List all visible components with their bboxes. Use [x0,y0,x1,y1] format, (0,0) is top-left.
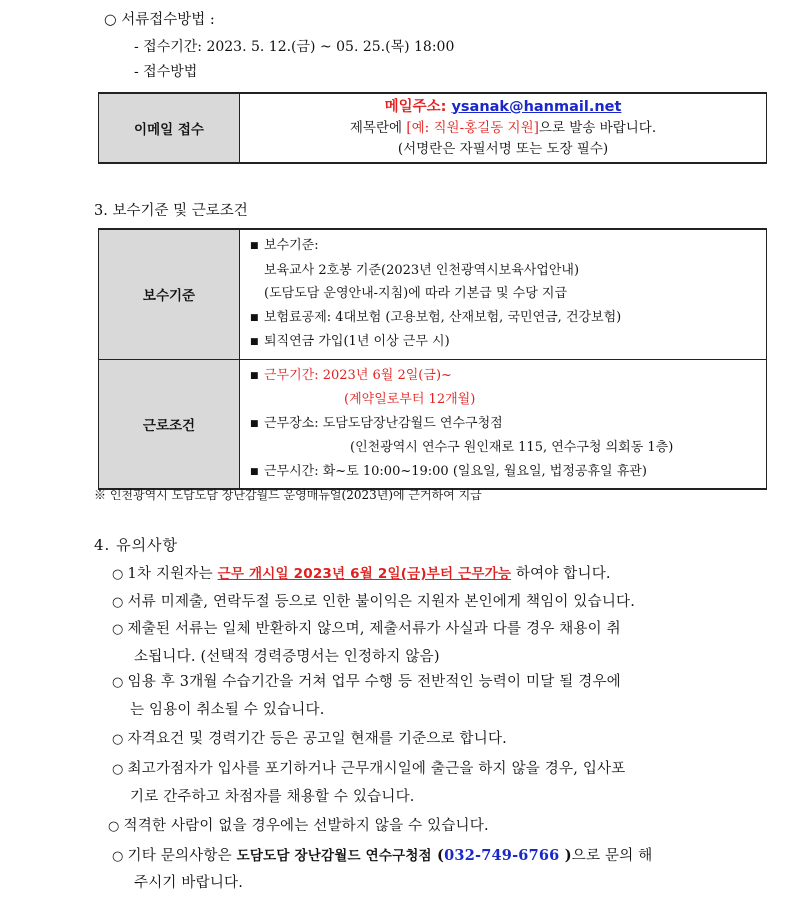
mail-address-link[interactable]: ysanak@hanmail.net [451,98,622,115]
s2-heading-row [104,8,215,29]
notice-item-3-cont: 소됩니다. (선택적 경력증명서는 인정하지 않음) [134,649,440,665]
pay-label: 보수기준 [99,229,240,359]
circle-icon: ○ [112,675,124,690]
square-bullet-icon: ■ [250,337,259,347]
start-date-highlight: 근무 개시일 2023년 6월 2일(금)부터 근무가능 [217,566,512,582]
signature-line: (서명란은 자필서명 또는 도장 필수) [397,140,609,157]
pay-line-5: ■ 퇴직연금 가입(1년 이상 근무 시) [250,330,756,355]
s3-title: 3. 보수기준 및 근로조건 [94,203,248,219]
circle-icon: ○ [108,819,120,834]
notice-item-2: ○ 서류 미제출, 연락두절 등으로 인한 불이익은 지원자 본인에게 책임이 있습니다. [112,594,636,610]
notice-item-6-cont: 기로 간주하고 차점자를 채용할 수 있습니다. [130,789,415,805]
subject-post: 으로 발송 바랍니다. [538,119,657,136]
circle-icon: ○ [112,595,124,610]
pay-details [240,229,767,359]
conditions-table [98,228,767,490]
square-bullet-icon: ■ [250,241,259,251]
notice-item-7: ○ 적격한 사람이 없을 경우에는 선발하지 않을 수 있습니다. [108,818,489,834]
subject-pre: 제목란에 [349,119,407,136]
contact-place: 도담도담 장난감월드 연수구청점 [236,848,432,864]
mail-label: 메일주소: [384,98,447,115]
notice-item-5: ○ 자격요건 및 경력기간 등은 공고일 현재를 기준으로 합니다. [112,731,507,747]
square-bullet-icon: ■ [250,312,259,323]
work-line-2: (계약일로부터 12개월) [344,392,476,407]
notice-item-8-cont: 주시기 바랍니다. [134,875,244,891]
subject-example: [예: 직원-홍길동 지원] [406,119,539,136]
circle-icon: ○ [104,12,117,28]
work-line-5: ■ 근무시간: 화~토 10:00~19:00 (일요일, 월요일, 법정공휴일 휴관) [250,460,756,485]
contact-phone[interactable]: 032-749-6766 [444,847,560,864]
email-info [240,93,767,163]
circle-icon: ○ [112,849,124,864]
mail-line [241,97,765,118]
s2-period: - 접수기간: 2023. 5. 12.(금) ~ 05. 25.(목) 18:00 [134,39,455,55]
work-line-4: (인천광역시 연수구 원인재로 115, 연수구청 의회동 1층) [350,440,674,455]
circle-icon: ○ [112,622,124,637]
square-bullet-icon: ■ [250,418,259,429]
notice-item-8: ○ 기타 문의사항은 도담도담 장난감월드 연수구청점 (032-749-6766 )으로 문의 해 [112,847,653,864]
pay-line-1: ■ 보수기준: [250,234,756,259]
circle-icon: ○ [112,732,124,747]
s2-method: - 접수방법 [134,64,198,80]
s2-heading: 서류접수방법 : [121,12,215,28]
work-line-1: ■ 근무기간: 2023년 6월 2일(금)~ [250,364,756,389]
notice-item-4: ○ 임용 후 3개월 수습기간을 거쳐 업무 수행 등 전반적인 능력이 미달 될 경우에 [112,674,621,690]
circle-icon: ○ [112,567,124,582]
circle-icon: ○ [112,762,124,777]
subject-line [241,118,765,139]
notice-item-3: ○ 제출된 서류는 일체 반환하지 않으며, 제출서류가 사실과 다를 경우 채용이 취 [112,621,621,637]
work-label: 근로조건 [99,359,240,489]
s3-note: ※ 인천광역시 도담도담 장난감월드 운영매뉴얼(2023년)에 근거하여 지급 [94,488,482,502]
notice-item-6: ○ 최고가점자가 입사를 포기하거나 근무개시일에 출근을 하지 않을 경우, 입사포 [112,761,626,777]
square-bullet-icon: ■ [250,370,259,381]
email-table [98,92,767,164]
email-label: 이메일 접수 [99,93,240,163]
notice-item-1: ○ 1차 지원자는 근무 개시일 2023년 6월 2일(금)부터 근무가능 하여야 합니다. [112,566,611,582]
pay-line-3: (도담도담 운영안내-지침)에 따라 기본급 및 수당 지급 [264,286,568,301]
work-details [240,359,767,489]
pay-line-4: ■ 보험료공제: 4대보험 (고용보험, 산재보험, 국민연금, 건강보험) [250,306,756,331]
s4-title: 4. 유의사항 [94,536,179,554]
square-bullet-icon: ■ [250,466,259,477]
notice-item-4-cont: 는 임용이 취소될 수 있습니다. [130,702,325,718]
pay-line-2: 보육교사 2호봉 기준(2023년 인천광역시보육사업안내) [264,262,580,278]
work-line-3: ■ 근무장소: 도담도담장난감월드 연수구청점 [250,412,756,437]
